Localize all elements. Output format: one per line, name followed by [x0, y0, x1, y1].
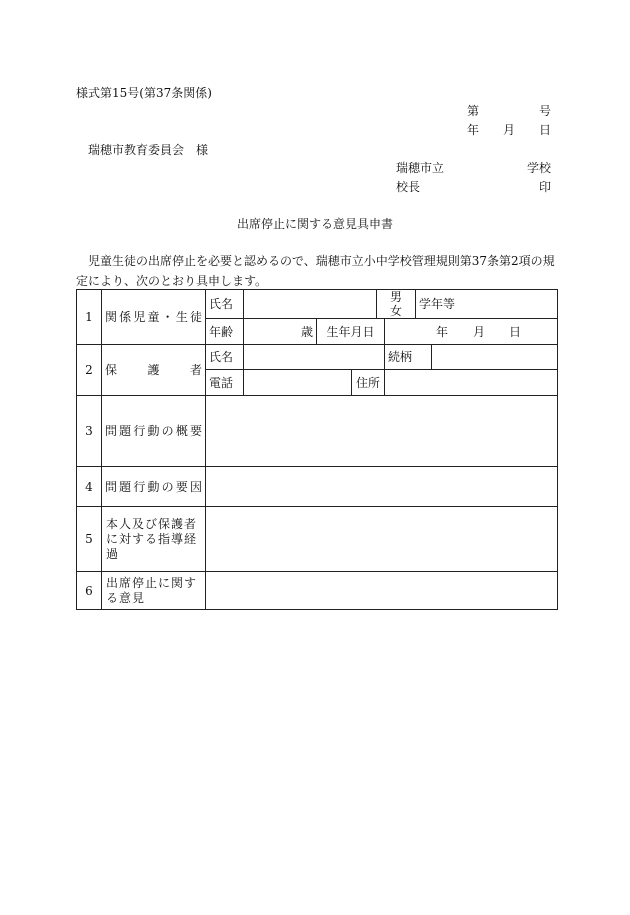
row-3-number: 3	[77, 396, 102, 467]
table-row	[77, 290, 558, 319]
row-4-label-text: 問題行動の要因	[105, 479, 202, 494]
table-row	[77, 396, 558, 467]
birth-date-value[interactable]	[385, 319, 558, 345]
school-prefix: 瑞穂市立	[396, 161, 445, 175]
form-number: 様式第15号(第37条関係)	[76, 86, 212, 100]
row-3-label	[102, 396, 206, 467]
student-name-label: 氏名	[206, 290, 244, 319]
doc-number-suffix: 号	[539, 104, 552, 118]
gender-female: 女	[390, 304, 403, 318]
row-4-label	[102, 467, 206, 507]
table-row	[77, 345, 558, 370]
guardian-address-value[interactable]	[385, 370, 558, 396]
birth-date-label: 生年月日	[317, 319, 385, 345]
row-2-number: 2	[77, 345, 102, 396]
row-1-label-text: 関係児童・生徒	[105, 310, 202, 324]
birth-month-label: 月	[473, 325, 486, 339]
birth-day-label: 日	[509, 325, 522, 339]
row-3-label-text: 問題行動の概要	[105, 424, 202, 438]
date-year-label: 年	[467, 123, 480, 137]
birth-year-label: 年	[436, 325, 449, 339]
row-4-number: 4	[77, 467, 102, 507]
guardian-phone-label: 電話	[206, 370, 244, 396]
student-name-value[interactable]	[244, 290, 377, 319]
student-age-value[interactable]	[244, 319, 317, 345]
recipient: 瑞穂市教育委員会 様	[88, 143, 209, 157]
row-2-label-text: 保護者	[105, 363, 202, 377]
row-5-number: 5	[77, 507, 102, 572]
application-table	[76, 289, 558, 610]
grade-label: 学年等	[416, 290, 558, 319]
guardian-phone-value[interactable]	[244, 370, 352, 396]
guidance-history-value[interactable]	[206, 507, 558, 572]
date-month-label: 月	[503, 123, 516, 137]
guardian-name-value[interactable]	[244, 345, 385, 370]
suspension-opinion-value[interactable]	[206, 572, 558, 610]
student-gender[interactable]	[377, 290, 416, 319]
doc-number-prefix: 第	[467, 104, 480, 118]
date-day-label: 日	[539, 123, 552, 137]
guardian-relation-label: 続柄	[385, 345, 432, 370]
guardian-address-label: 住所	[352, 370, 385, 396]
row-6-label: 出席停止に関する意見	[102, 572, 206, 610]
row-5-label: 本人及び保護者に対する指導経過	[102, 507, 206, 572]
gender-male: 男	[390, 290, 403, 304]
behavior-summary-value[interactable]	[206, 396, 558, 467]
table-row	[77, 507, 558, 572]
table-row	[77, 572, 558, 610]
row-1-number: 1	[77, 290, 102, 345]
student-age-label: 年齢	[206, 319, 244, 345]
row-2-label	[102, 345, 206, 396]
row-6-number: 6	[77, 572, 102, 610]
age-unit: 歳	[300, 324, 313, 339]
behavior-cause-value[interactable]	[206, 467, 558, 507]
intro-paragraph: 児童生徒の出席停止を必要と認めるので、瑞穂市立小中学校管理規則第37条第2項の規定により、次のとおり具申します。	[76, 254, 555, 288]
school-suffix: 学校	[527, 161, 552, 175]
table-row	[77, 467, 558, 507]
guardian-relation-value[interactable]	[432, 345, 558, 370]
guardian-name-label: 氏名	[206, 345, 244, 370]
document-title: 出席停止に関する意見具申書	[236, 217, 393, 231]
row-1-label	[102, 290, 206, 345]
principal-label: 校長	[396, 180, 421, 194]
seal-mark: 印	[539, 180, 552, 194]
